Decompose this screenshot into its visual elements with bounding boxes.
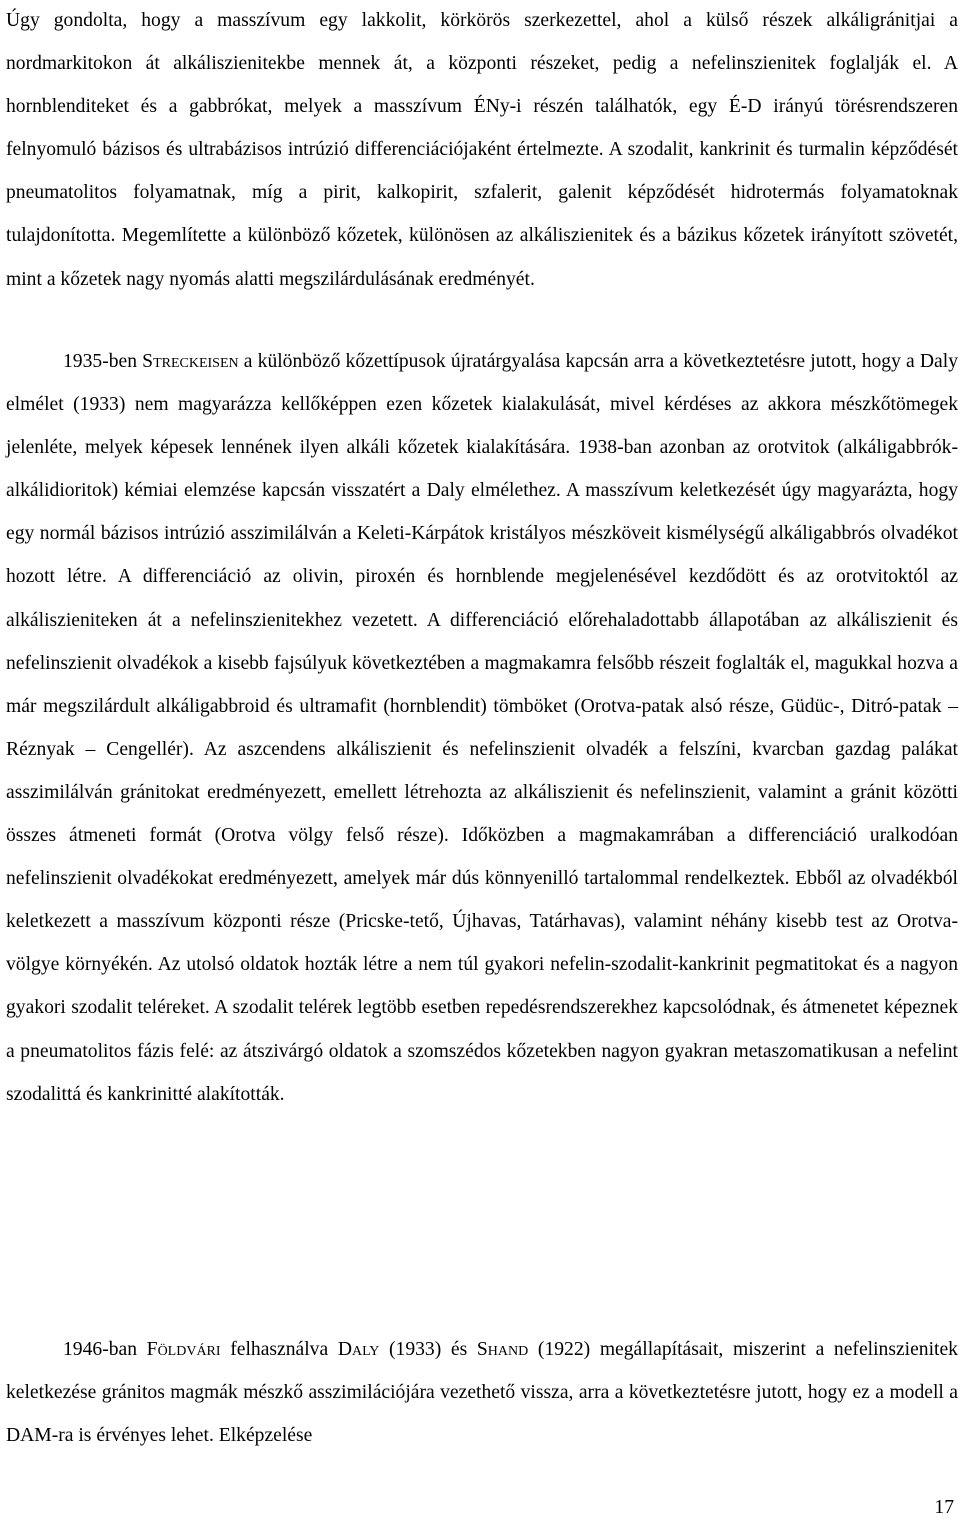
paragraph-3-text: (1922) megállapításait, miszerint a nefelinszienitek keletkezése gránitos magmák mészkő asszimilációjára vezethető vissza, arra a következtetésre jutott, hogy ez a modell a DAM-ra is érvényes lehet. Elképzelése [6,1339,958,1447]
author-foldvari: Földvári [146,1339,221,1360]
paragraph-2 [6,340,958,1116]
page-number: 17 [934,1497,954,1518]
paragraph-1 [6,0,958,301]
paragraph-2-lead: 1935-ben [63,351,143,372]
author-daly: Daly [337,1339,380,1360]
paragraph-2-text: a különböző kőzettípusok újratárgyalása kapcsán arra a következtetésre jutott, hogy a Daly elmélet (1933) nem magyarázza kellőképpen ezen kőzetek kialakulását, mivel kérdéses az akkora mészkőtömegek jelenléte, melyek képesek lennének ilyen alkáli kőzetek kialakítására. 1938-ban azonban az orotvitok (alkáligabbrók-alkálidioritok) kémiai elemzése kapcsán visszatért a Daly elmélethez. A masszívum keletkezését úgy magyarázta, hogy egy normál bázisos intrúzió asszimilálván a Keleti-Kárpátok kristályos mészköveit kismélységű alkáligabbrós olvadékot hozott létre. A differenciáció az olivin, piroxén és hornblende megjelenésével kezdődött és az orotvitoktól az alkáliszieniteken át a nefelinszienitekhez vezetett. A differenciáció előrehaladottabb állapotában az alkáliszienit és nefelinszienit olvadékok a kisebb fajsúlyuk következtében a magmakamra felsőbb részeit foglalták el, magukkal hozva a már megszilárdult alkáligabbroid és ultramafit (hornblendit) tömböket (Orotva-patak alsó része, Güdüc-, Ditró-patak – Réznyak – Cengellér). Az aszcendens alkáliszienit és nefelinszienit olvadék a felszíni, kvarcban gazdag palákat asszimilálván gránitokat eredményezett, emellett létrehozta az alkáliszienit és nefelinszienit, valamint a gránit közötti összes átmeneti formát (Orotva völgy felső része). Időközben a magmakamrában a differenciáció uralkodóan nefelinszienit olvadékokat eredményezett, amelyek már dús könnyenilló tartalommal rendelkeztek. Ebből az olvadékból keletkezett a masszívum központi része (Pricske-tető, Újhavas, Tatárhavas), valamint néhány kisebb test az Orotva-völgye környékén. Az utolsó oldatok hozták létre a nem túl gyakori nefelin-szodalit-kankrinit pegmatitokat és a nagyon gyakori szodalit teléreket. A szodalit telérek legtöbb esetben repedésrendszerekhez kapcsolódnak, és átmenetet képeznek a pneumatolitos fázis felé: az átszivárgó oldatok a szomszédos kőzetekben nagyon gyakran metaszomatikusan a nefelint szodalittá és kankrinitté alakították. [6,351,958,1105]
paragraph-3-mid-2: (1933) és [379,1339,477,1360]
paragraph-1-text: Úgy gondolta, hogy a masszívum egy lakkolit, körkörös szerkezettel, ahol a külső részek alkáligránitjai a nordmarkitokon át alkáliszienitekbe mennek át, a központi részeket, pedig a nefelinszienitek foglalják el. A hornblenditeket és a gabbrókat, melyek a masszívum ÉNy-i részén találhatók, egy É-D irányú törésrendszeren felnyomuló bázisos és ultrabázisos intrúzió differenciációjaként értelmezte. A szodalit, kankrinit és turmalin képződését pneumatolitos folyamatnak, míg a pirit, kalkopirit, szfalerit, galenit képződését hidrotermás folyamatoknak tulajdonította. Megemlítette a különböző kőzetek, különösen az alkáliszienitek és a bázikus kőzetek irányított szövetét, mint a kőzetek nagy nyomás alatti megszilárdulásának eredményét. [6,10,958,290]
paragraph-3-mid-1: felhasználva [220,1339,338,1360]
paragraph-3 [6,1328,958,1457]
author-shand: Shand [476,1339,529,1360]
paragraph-3-lead: 1946-ban [63,1339,147,1360]
author-streckeisen: Streckeisen [142,351,239,372]
